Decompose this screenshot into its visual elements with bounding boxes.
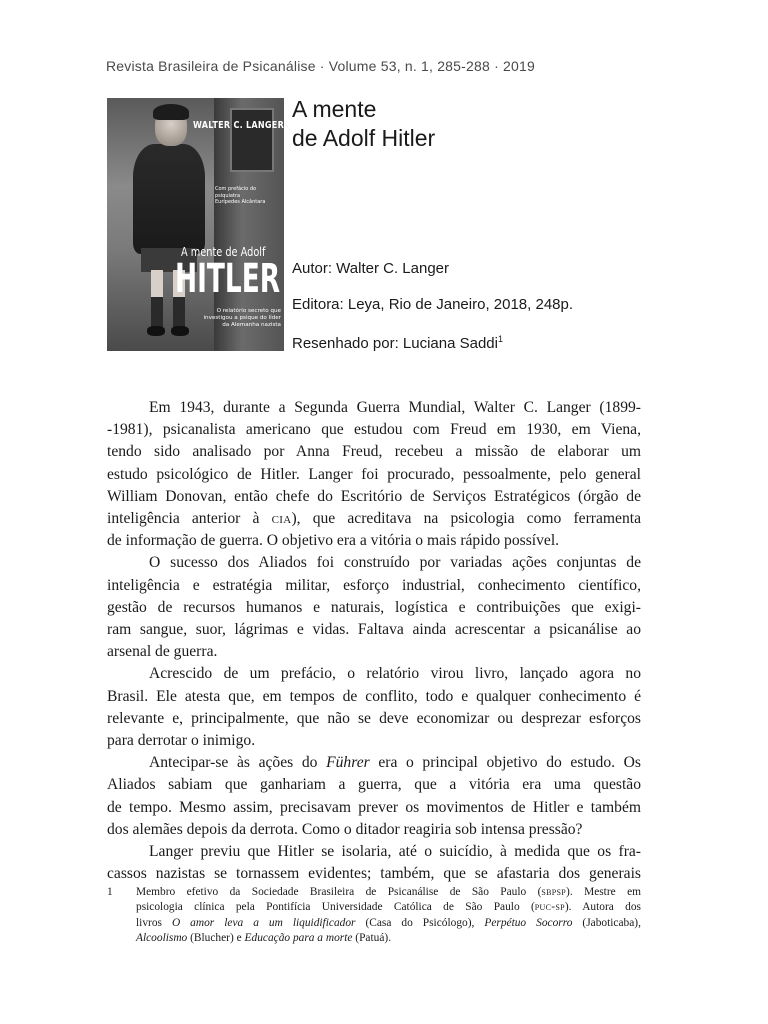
- footnote-line: [136, 900, 641, 915]
- book-reviewer: [292, 334, 503, 352]
- review-title: [292, 95, 435, 153]
- footnote-line: [136, 885, 641, 900]
- paragraph: [107, 841, 641, 885]
- text-line: Brasil. Ele atesta que, em tempos de conflito, todo e qualquer conhecimento é: [107, 687, 641, 705]
- text-line: estudo psicológico de Hitler. Langer foi procurado, pessoalmente, pelo general: [107, 465, 641, 483]
- text-line: de informação de guerra. O objetivo era a vitória o mais rápido possível.: [107, 532, 560, 550]
- footnote-line: [136, 916, 641, 931]
- footnote-line: [136, 931, 641, 946]
- cover-background-window: [230, 108, 274, 172]
- acronym-cia: cia: [271, 510, 292, 528]
- text-line: Langer previu que Hitler se isolaria, até o suicídio, à medida que os fra-: [149, 843, 641, 861]
- text-line: Acrescido de um prefácio, o relatório virou livro, lançado agora no: [149, 665, 641, 683]
- acronym-sbpsp: sbpsp: [541, 886, 567, 898]
- text-line: O sucesso dos Aliados foi construído por variadas ações conjuntas de: [149, 554, 641, 572]
- paragraph: [107, 663, 641, 752]
- text-fragment: Membro efetivo da Sociedade Brasileira de Psicanálise de São Paulo (: [136, 886, 542, 898]
- paragraph: [107, 752, 641, 841]
- text-fragment: (Patuá).: [355, 932, 392, 945]
- text-fragment: inteligência anterior à: [107, 510, 260, 528]
- text-line: cassos nazistas se tornassem evidentes; também, que se afastaria dos generais: [107, 865, 641, 883]
- text-line: Em 1943, durante a Segunda Guerra Mundial, Walter C. Langer (1899-: [149, 399, 641, 416]
- text-line: [107, 508, 641, 530]
- cover-tagline-line: da Alemanha nazista: [222, 322, 281, 328]
- text-fragment: livros: [136, 916, 162, 929]
- text-line: inteligência e estratégia militar, esforço industrial, conhecimento científico,: [107, 576, 641, 594]
- emphasis-fuhrer: Führer: [326, 754, 370, 772]
- book-publisher: Editora: Leya, Rio de Janeiro, 2018, 248p.: [292, 296, 574, 313]
- footnote-reference[interactable]: 1: [498, 334, 504, 344]
- cover-author: WALTER C. LANGER: [193, 120, 284, 131]
- review-title-line: de Adolf Hitler: [292, 125, 436, 151]
- text-line: Aliados sabiam que ganhariam a guerra, que a vitória era uma questão: [107, 776, 641, 794]
- text-fragment: ). Mestre em: [566, 886, 641, 898]
- cover-figure-left-shoe: [147, 326, 165, 336]
- paragraph: [107, 552, 641, 663]
- book-title-italic: Alcoolismo: [136, 932, 188, 945]
- acronym-puc-sp: puc-sp: [534, 901, 565, 914]
- text-line: gestão de recursos humanos e naturais, logística e contribuições que exigi-: [107, 598, 641, 616]
- cover-subtitle: A mente de Adolf: [181, 244, 266, 259]
- cover-tagline-line: O relatório secreto que: [216, 308, 281, 314]
- cover-preface-line: Com prefácio do psiquiatra: [215, 186, 257, 199]
- cover-preface-line: Eurípedes Alcântara: [215, 199, 266, 205]
- text-fragment: era o principal objetivo do estudo. Os: [378, 754, 642, 772]
- text-line: tendo sido analisado por Anna Freud, recebeu a missão de elaborar um: [107, 443, 641, 461]
- text-line: ram sangue, suor, lágrimas e vidas. Faltava ainda acrescentar a psicanálise ao: [107, 621, 641, 639]
- text-fragment: (Blucher) e: [190, 932, 242, 945]
- text-line: -1981), psicanalista americano que estudou com Freud em 1930, em Viena,: [107, 421, 641, 439]
- text-line: dos alemães depois da derrota. Como o ditador reagiria sob intensa pressão?: [107, 820, 583, 838]
- book-cover-image: [107, 98, 284, 351]
- text-fragment: ), que acreditava na psicologia como ferramenta: [291, 510, 641, 528]
- cover-preface: [215, 186, 275, 206]
- cover-figure-body: [133, 144, 205, 254]
- cover-figure-left-leg: [151, 270, 163, 330]
- text-fragment: Antecipar-se às ações do: [149, 754, 318, 772]
- cover-title: HITLER: [175, 256, 281, 302]
- text-line: para derrotar o inimigo.: [107, 732, 256, 750]
- cover-tagline-line: investigou a psique do líder: [203, 315, 281, 321]
- journal-header: Revista Brasileira de Psicanálise · Volume 53, n. 1, 285-288 · 2019: [106, 58, 535, 74]
- text-fragment: (Casa do Psicólogo),: [365, 916, 475, 929]
- text-fragment: ). Autora dos: [564, 901, 641, 914]
- text-fragment: (Jaboticaba),: [582, 916, 641, 929]
- text-line: arsenal de guerra.: [107, 643, 218, 661]
- footnote-number: 1: [107, 886, 113, 898]
- book-title-italic: Educação para a morte: [244, 932, 353, 945]
- book-title-italic: Perpétuo Socorro: [484, 916, 573, 929]
- cover-tagline: [201, 308, 281, 329]
- reviewer-name: Resenhado por: Luciana Saddi: [292, 335, 498, 352]
- text-fragment: psicologia clínica pela Pontifícia Universidade Católica de São Paulo (: [136, 901, 535, 914]
- text-line: [107, 752, 641, 774]
- footnote-text: [136, 885, 641, 947]
- cover-figure-hair: [153, 104, 189, 120]
- book-author: Autor: Walter C. Langer: [292, 260, 450, 277]
- footnote: [107, 885, 641, 947]
- paragraph: [107, 397, 641, 552]
- cover-figure-right-shoe: [171, 326, 189, 336]
- review-body: [107, 397, 641, 885]
- text-line: William Donovan, então chefe do Escritório de Serviços Estratégicos (órgão de: [107, 487, 641, 505]
- book-title-italic: O amor leva a um liquidificador: [171, 916, 356, 929]
- review-title-line: A mente: [292, 96, 377, 122]
- text-line: relevante e, principalmente, que não se deve economizar ou desprezar esforços: [107, 709, 641, 727]
- text-line: de tempo. Mesmo assim, precisavam prever os movimentos de Hitler e também: [107, 798, 641, 816]
